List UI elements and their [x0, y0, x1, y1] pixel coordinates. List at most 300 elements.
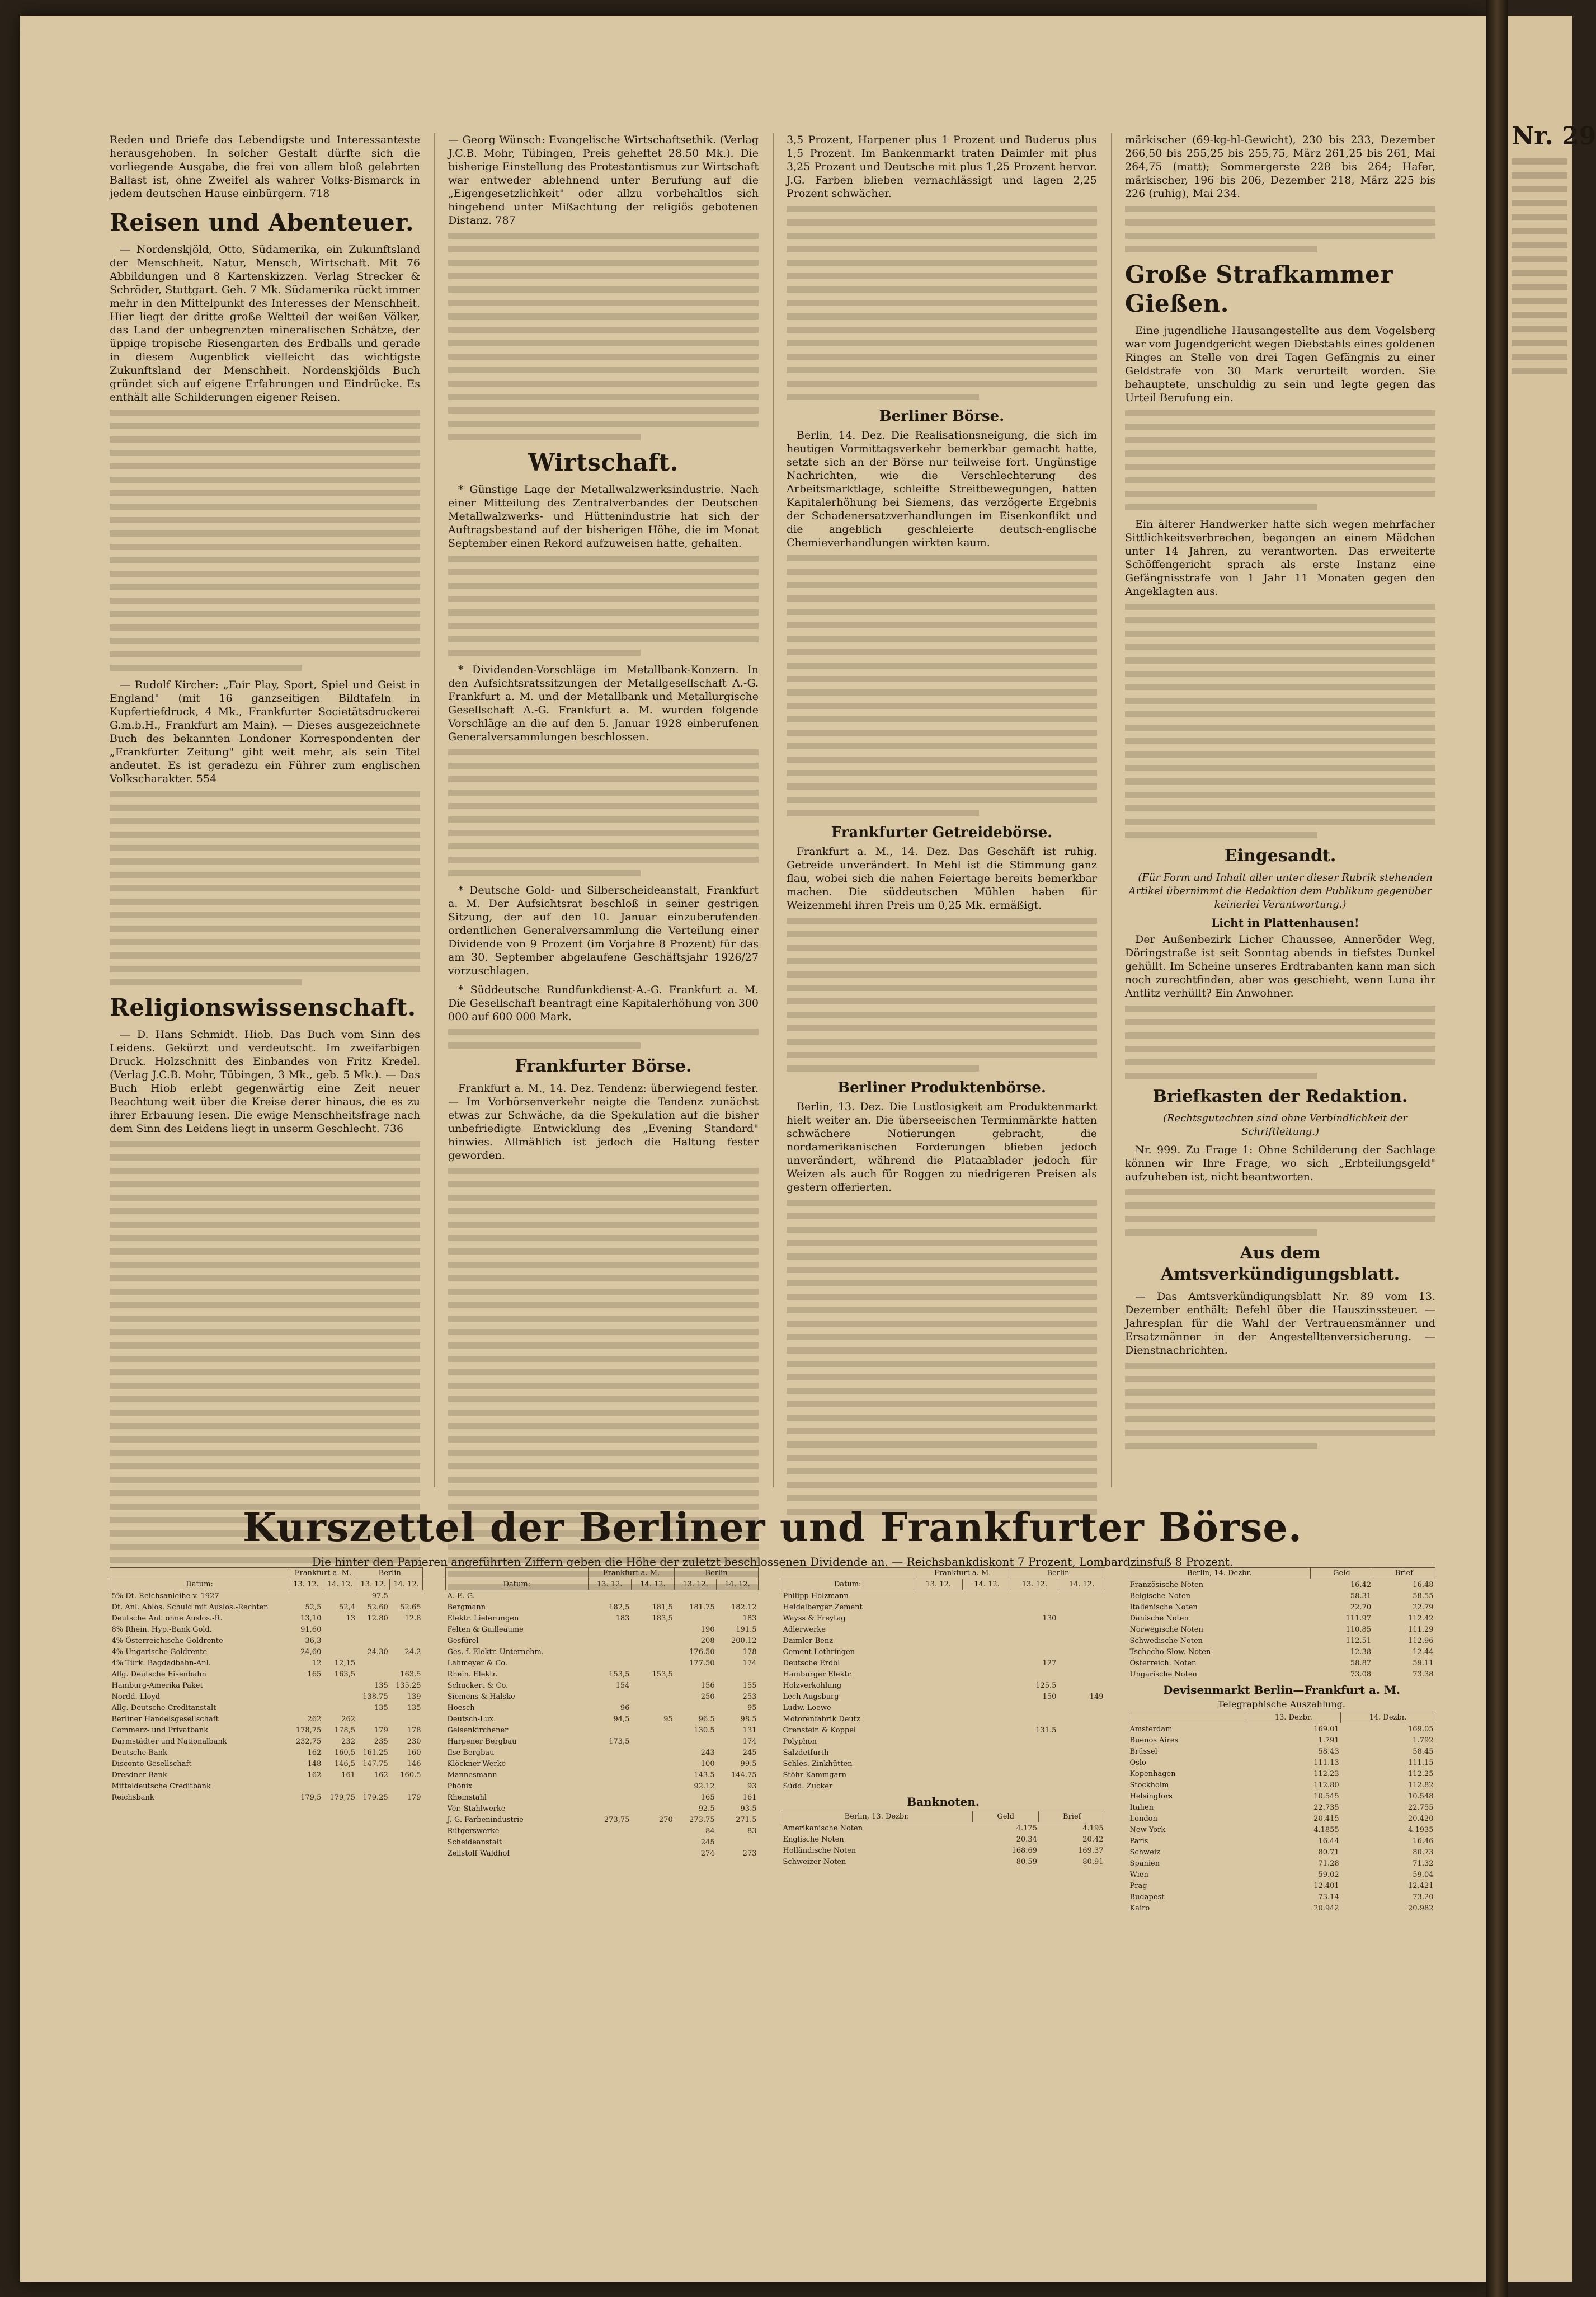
- quote-value: [390, 1635, 423, 1646]
- quote-value: [1058, 1613, 1105, 1624]
- table-row: [1128, 1779, 1435, 1791]
- quote-value: 12: [312, 1659, 322, 1667]
- table-row: [110, 1758, 423, 1769]
- quote-value: 73.14: [1318, 1892, 1339, 1901]
- security-name: Lech Augsburg: [783, 1692, 839, 1701]
- quote-value: 178: [742, 1647, 757, 1656]
- quote-value: [1011, 1702, 1058, 1713]
- quote-value: 160,5: [334, 1748, 356, 1757]
- table-row: [446, 1781, 759, 1792]
- quote-value: 12.38: [1350, 1647, 1372, 1656]
- security-name: Hamburg-Amerika Paket: [111, 1681, 203, 1690]
- security-name: Deutsch-Lux.: [447, 1714, 496, 1723]
- quote-value: 173,5: [609, 1737, 630, 1746]
- table-row: [110, 1725, 423, 1736]
- quote-value: [963, 1613, 1011, 1624]
- quote-value: [1058, 1669, 1105, 1680]
- date-header: 13. 12.: [1011, 1579, 1058, 1590]
- quote-value: [914, 1781, 963, 1792]
- section-heading: Eingesandt.: [1224, 846, 1336, 866]
- quote-value: 52.60: [367, 1603, 388, 1612]
- quote-value: 174: [742, 1737, 757, 1746]
- quote-value: 165: [700, 1793, 715, 1802]
- security-name: Polyphon: [783, 1737, 817, 1746]
- security-name: Ludw. Loewe: [783, 1703, 831, 1712]
- quote-value: [631, 1848, 674, 1859]
- quote-value: 270: [658, 1815, 673, 1824]
- quote-value: 147.75: [362, 1759, 388, 1768]
- quote-value: 98.5: [740, 1714, 757, 1723]
- quote-value: [588, 1725, 631, 1736]
- quote-value: 91,60: [300, 1625, 322, 1634]
- quote-value: [631, 1702, 674, 1713]
- quote-value: 178: [407, 1726, 421, 1735]
- quote-value: [588, 1691, 631, 1702]
- column-header: Berlin: [1011, 1568, 1105, 1579]
- quote-value: [631, 1825, 674, 1836]
- quote-value: 183,5: [652, 1614, 673, 1623]
- article-text: Frankfurt a. M., 14. Dez. Tendenz: überwiegend fester. — Im Vorbörsenverkehr neigte die Tendenz zunächst etwas zur Schwäche, da die Spekulation auf die bisher unbefriedigte Entwicklung des „Evening Standard" hinwies. Allmählich ist jedoch die Haltung fester geworden.: [448, 1082, 759, 1162]
- date-header: 13. 12.: [675, 1579, 717, 1590]
- quote-value: [323, 1635, 357, 1646]
- quote-value: 4.175: [1016, 1824, 1037, 1833]
- security-name: Belgische Noten: [1129, 1591, 1191, 1600]
- section-heading: Religionswissenschaft.: [110, 994, 416, 1021]
- security-name: Englische Noten: [783, 1835, 844, 1844]
- quote-value: [588, 1624, 631, 1635]
- table-row: [110, 1646, 423, 1657]
- quote-value: 71.28: [1318, 1859, 1339, 1868]
- quote-value: [588, 1803, 631, 1814]
- article-text: Ein älterer Handwerker hatte sich wegen mehrfacher Sittlichkeitsverbrechen, begangen an einem Mädchen unter 14 Jahren, zu verantworten. Das erweiterte Schöffengericht sprach als erste Instanz eine Gefängnisstrafe von 1 Jahr 11 Monaten gegen den Angeklagten aus.: [1125, 518, 1435, 598]
- date-header: 13. 12.: [289, 1579, 323, 1590]
- article-text: Berlin, 14. Dez. Die Realisationsneigung, die sich im heutigen Vormittagsverkehr bemerkbar gemacht hatte, setzte sich an der Börse nur teilweise fort. Ungünstige Nachrichten, wie die Verschlechterung des Arbeitsmarktlage, schleifte Streitbewegungen, hatten Kapitalerhöhung bei Siemens, das verzögerte Ergebnis der Schadenersatzverhandlungen im Eisenkonflikt und die angeblich geschleierte deutsch-englische Chemieverhandlungen wirkten kaum.: [787, 429, 1097, 549]
- table-row: [446, 1769, 759, 1781]
- quote-value: 111.15: [1408, 1758, 1434, 1767]
- quote-value: [631, 1725, 674, 1736]
- quote-value: [914, 1725, 963, 1736]
- table-row: [1128, 1847, 1435, 1858]
- quote-value: 111.13: [1313, 1758, 1339, 1767]
- table-row: [781, 1736, 1105, 1747]
- quote-value: [390, 1590, 423, 1602]
- quote-value: 58.43: [1318, 1747, 1339, 1756]
- quote-value: [1058, 1635, 1105, 1646]
- quote-value: [323, 1691, 357, 1702]
- quote-value: [1011, 1781, 1058, 1792]
- security-name: 8% Rhein. Hyp.-Bank Gold.: [111, 1625, 212, 1634]
- quote-value: [963, 1781, 1011, 1792]
- table-row: [110, 1702, 423, 1713]
- quote-value: 112.25: [1408, 1769, 1434, 1778]
- quote-value: 12.80: [367, 1614, 388, 1623]
- quote-value: 177.50: [689, 1659, 715, 1667]
- article-text: * Deutsche Gold- und Silberscheideanstalt, Frankfurt a. M. Der Aufsichtsrat beschloß in seiner gestrigen Sitzung, der auf den 10. Januar einzuberufenden ordentlichen Generalversammlung die Verteilung einer Dividende von 9 Prozent (im Vorjahre 8 Prozent) für das am 30. September abgelaufene Geschäftsjahr 1926/27 vorzuschlagen.: [448, 884, 759, 977]
- security-name: Rheinstahl: [447, 1793, 487, 1802]
- quote-value: 12.401: [1313, 1881, 1339, 1890]
- security-name: Daimler-Benz: [783, 1636, 834, 1645]
- quote-value: 191.5: [736, 1625, 757, 1634]
- quote-value: [914, 1747, 963, 1758]
- quote-value: 73.08: [1350, 1670, 1372, 1679]
- quote-value: 97.5: [371, 1591, 388, 1600]
- quote-value: 12,15: [334, 1659, 356, 1667]
- date-header: 13. 12.: [914, 1579, 963, 1590]
- quote-value: [1011, 1590, 1058, 1602]
- quote-value: [963, 1680, 1011, 1691]
- column-header: Geld: [1311, 1568, 1373, 1579]
- table-row: [446, 1680, 759, 1691]
- security-name: Motorenfabrik Deutz: [783, 1714, 860, 1723]
- quote-value: 94,5: [613, 1714, 630, 1723]
- article-text: märkischer (69-kg-hl-Gewicht), 230 bis 233, Dezember 266,50 bis 255,25 bis 255,75, März 261,25 bis 261, Mai 264,75 (matt); Sommergerste 228 bis 264; Hafer, märkischer, 196 bis 206, Dezember 218, März 225 bis 226 (ruhig), Mai 234.: [1125, 134, 1435, 200]
- security-name: Disconto-Gesellschaft: [111, 1759, 192, 1768]
- quote-value: 131: [742, 1726, 757, 1735]
- security-name: Deutsche Bank: [111, 1748, 167, 1757]
- security-name: Holländische Noten: [783, 1846, 856, 1855]
- quote-value: [357, 1669, 390, 1680]
- quote-value: 112.42: [1408, 1614, 1434, 1623]
- security-name: 5% Dt. Reichsanleihe v. 1927: [111, 1591, 219, 1600]
- quote-value: [1011, 1635, 1058, 1646]
- article-columns: [110, 133, 1435, 1487]
- security-name: Ges. f. Elektr. Unternehm.: [447, 1647, 544, 1656]
- quote-value: 16.42: [1350, 1580, 1372, 1589]
- quote-value: [588, 1590, 631, 1602]
- quote-value: [390, 1781, 423, 1792]
- quote-value: 112.82: [1408, 1781, 1434, 1789]
- quote-value: [1058, 1781, 1105, 1792]
- quote-value: 92.12: [694, 1782, 715, 1791]
- column-header: Berlin: [675, 1568, 759, 1579]
- table-row: [1128, 1613, 1435, 1624]
- quote-value: 71.32: [1413, 1859, 1434, 1868]
- column-header: Berlin, 13. Dezbr.: [781, 1811, 973, 1822]
- quote-value: 262: [341, 1714, 356, 1723]
- column-header: Berlin, 14. Dezbr.: [1128, 1568, 1311, 1579]
- quote-value: [323, 1646, 357, 1657]
- quote-value: 73.20: [1413, 1892, 1434, 1901]
- security-name: Norwegische Noten: [1129, 1625, 1203, 1634]
- quote-value: 10.548: [1408, 1792, 1434, 1801]
- security-name: Mannesmann: [447, 1770, 497, 1779]
- table-row: [446, 1646, 759, 1657]
- column-header: 14. Dezbr.: [1341, 1712, 1435, 1723]
- quote-value: [1058, 1725, 1105, 1736]
- security-name: Tschecho-Slow. Noten: [1129, 1647, 1211, 1656]
- security-name: Bergmann: [447, 1603, 486, 1612]
- devisen-title: Devisenmarkt Berlin—Frankfurt a. M.: [1162, 1683, 1401, 1697]
- newspaper-page: [20, 16, 1486, 2282]
- date-header: 13. 12.: [357, 1579, 390, 1590]
- table-row: [446, 1848, 759, 1859]
- quote-value: [588, 1769, 631, 1781]
- quote-value: 135: [407, 1703, 421, 1712]
- quote-value: [914, 1601, 963, 1613]
- security-name: Österreich. Noten: [1129, 1659, 1197, 1667]
- quote-value: [1011, 1624, 1058, 1635]
- section-heading: Briefkasten der Redaktion.: [1152, 1087, 1408, 1106]
- table-row: [781, 1702, 1105, 1713]
- quote-value: [717, 1669, 759, 1680]
- quote-value: [914, 1669, 963, 1680]
- table-row: [110, 1781, 423, 1792]
- table-row: [781, 1635, 1105, 1646]
- quote-value: [914, 1736, 963, 1747]
- quote-value: 22.79: [1413, 1603, 1434, 1612]
- quote-value: [914, 1680, 963, 1691]
- table-row: [446, 1669, 759, 1680]
- quote-value: 80.73: [1413, 1848, 1434, 1857]
- quote-value: 183: [742, 1614, 757, 1623]
- security-name: Klöckner-Werke: [447, 1759, 506, 1768]
- quotes-table-4: [1128, 1566, 1435, 2267]
- security-name: Ilse Bergbau: [447, 1748, 495, 1757]
- section-heading: Aus dem Amtsverkündigungsblatt.: [1160, 1243, 1400, 1284]
- quote-value: [1058, 1590, 1105, 1602]
- security-name: Wayss & Freytag: [783, 1614, 846, 1623]
- table-row: [110, 1657, 423, 1669]
- quote-value: [963, 1657, 1011, 1669]
- quote-value: [588, 1825, 631, 1836]
- quote-value: [675, 1669, 717, 1680]
- quote-value: [631, 1646, 674, 1657]
- table-row: [781, 1845, 1105, 1856]
- table-row: [110, 1713, 423, 1725]
- quote-value: [1011, 1646, 1058, 1657]
- quote-value: 179,5: [300, 1793, 322, 1802]
- column-1: [110, 133, 420, 1487]
- quote-value: [1011, 1758, 1058, 1769]
- table-row: [1128, 1869, 1435, 1880]
- quote-value: [289, 1590, 323, 1602]
- quotes-table-1: [110, 1566, 423, 2267]
- security-name: Phönix: [447, 1782, 473, 1791]
- quote-value: [963, 1747, 1011, 1758]
- quote-value: 16.48: [1413, 1580, 1434, 1589]
- column-header: [110, 1568, 289, 1579]
- quote-value: [631, 1747, 674, 1758]
- security-name: Schweizer Noten: [783, 1857, 846, 1866]
- article-text: * Dividenden-Vorschläge im Metallbank-Konzern. In den Aufsichtsratssitzungen der Metallgesellschaft A.-G. Frankfurt a. M. und der Metallbank und Metallurgische Gesellschaft A.-G. Frankfurt a. M. wurden folgende Vorschläge an die auf den 5. Januar 1928 einberufenen Generalversammlungen beschlossen.: [448, 664, 759, 743]
- section-heading: Große Strafkammer Gießen.: [1125, 261, 1393, 317]
- quote-value: 183: [615, 1614, 630, 1623]
- table-row: [781, 1769, 1105, 1781]
- quote-value: 135: [374, 1681, 388, 1690]
- quote-value: [1058, 1747, 1105, 1758]
- quote-value: [1011, 1747, 1058, 1758]
- quote-value: 232,75: [295, 1737, 322, 1746]
- security-name: Nordd. Lloyd: [111, 1692, 161, 1701]
- quote-value: 58.87: [1350, 1659, 1372, 1667]
- table-row: [446, 1601, 759, 1613]
- table-row: [110, 1624, 423, 1635]
- quote-value: [1011, 1769, 1058, 1781]
- quote-value: [963, 1590, 1011, 1602]
- security-name: Wien: [1129, 1870, 1148, 1879]
- table-row: [446, 1624, 759, 1635]
- quote-value: 10.545: [1313, 1792, 1339, 1801]
- quote-value: 73.38: [1413, 1670, 1434, 1679]
- quote-value: [390, 1713, 423, 1725]
- quote-value: 111.29: [1408, 1625, 1434, 1634]
- quote-value: [588, 1781, 631, 1792]
- security-name: Heidelberger Zement: [783, 1603, 863, 1612]
- quote-value: 179: [374, 1726, 388, 1735]
- security-name: New York: [1129, 1825, 1166, 1834]
- date-header: Datum:: [110, 1579, 289, 1590]
- quote-value: 92.5: [698, 1804, 715, 1813]
- table-row: [446, 1792, 759, 1803]
- quote-value: [323, 1590, 357, 1602]
- table-row: [781, 1725, 1105, 1736]
- table-row: [110, 1691, 423, 1702]
- table-row: [781, 1747, 1105, 1758]
- quote-value: 179,75: [329, 1793, 356, 1802]
- article-text: — Das Amtsverkündigungsblatt Nr. 89 vom 13. Dezember enthält: Befehl über die Hauszinssteuer. — Jahresplan für die Wahl der Vertrauensmänner und Ersatzmänner in der Angestelltenversicherung. — Dienstnachrichten.: [1125, 1290, 1435, 1356]
- table-row: [781, 1713, 1105, 1725]
- quote-value: 52,4: [339, 1603, 356, 1612]
- quotes-table: [110, 1567, 423, 1803]
- quote-value: 163,5: [334, 1670, 356, 1679]
- quote-value: [1058, 1657, 1105, 1669]
- stock-quotes-section: [110, 1504, 1435, 1913]
- security-name: Französische Noten: [1129, 1580, 1204, 1589]
- quote-value: 111.97: [1345, 1614, 1372, 1623]
- section-note: (Rechtsgutachten sind ohne Verbindlichkeit der Schriftleitung.): [1163, 1112, 1407, 1138]
- security-name: Kopenhagen: [1129, 1769, 1176, 1778]
- quote-value: [588, 1747, 631, 1758]
- quote-value: [357, 1781, 390, 1792]
- security-name: Zellstoff Waldhof: [447, 1849, 510, 1858]
- quote-value: 84: [705, 1826, 715, 1835]
- column-header: Brief: [1373, 1568, 1435, 1579]
- section-heading: Frankfurter Börse.: [515, 1056, 692, 1076]
- quote-value: 271.5: [736, 1815, 757, 1824]
- quote-value: 22.755: [1408, 1803, 1434, 1812]
- security-name: Mitteldeutsche Creditbank: [111, 1782, 211, 1791]
- table-row: [781, 1758, 1105, 1769]
- quote-value: [1058, 1769, 1105, 1781]
- table-row: [446, 1814, 759, 1825]
- security-name: Buenos Aires: [1129, 1736, 1179, 1745]
- date-header: 14. 12.: [323, 1579, 357, 1590]
- quote-value: [963, 1691, 1011, 1702]
- column-header: Brief: [1039, 1811, 1105, 1822]
- quote-value: [631, 1769, 674, 1781]
- quote-value: 12.8: [404, 1614, 421, 1623]
- quote-value: [631, 1781, 674, 1792]
- quote-value: 59.11: [1413, 1659, 1434, 1667]
- quote-value: [914, 1590, 963, 1602]
- quote-value: [914, 1624, 963, 1635]
- table-row: [1128, 1746, 1435, 1757]
- quote-value: [323, 1680, 357, 1691]
- column-2: [448, 133, 759, 1487]
- quote-value: 99.5: [740, 1759, 757, 1768]
- book-gutter: [1486, 0, 1508, 2297]
- article-text: * Süddeutsche Rundfunkdienst-A.-G. Frankfurt a. M. Die Gesellschaft beantragt eine Kapitalerhöhung von 300 000 auf 600 000 Mark.: [448, 984, 759, 1023]
- quote-value: 58.31: [1350, 1591, 1372, 1600]
- quote-value: 174: [742, 1659, 757, 1667]
- security-name: Scheideanstalt: [447, 1838, 502, 1847]
- table-row: [110, 1635, 423, 1646]
- quote-value: 156: [700, 1681, 715, 1690]
- security-name: Schuckert & Co.: [447, 1681, 509, 1690]
- quote-value: 96.5: [698, 1714, 715, 1723]
- quote-value: [1011, 1736, 1058, 1747]
- quote-value: [631, 1680, 674, 1691]
- column-rule: [434, 133, 435, 1487]
- quote-value: 150: [1042, 1692, 1057, 1701]
- table-row: [110, 1669, 423, 1680]
- notes-table: [1128, 1567, 1435, 1680]
- quote-value: 22.70: [1350, 1603, 1372, 1612]
- letter-title: Licht in Plattenhausen!: [1211, 916, 1359, 929]
- quote-value: [1058, 1646, 1105, 1657]
- quote-value: 80.59: [1016, 1857, 1037, 1866]
- quote-value: 178,75: [295, 1726, 322, 1735]
- table-row: [781, 1624, 1105, 1635]
- security-name: Elektr. Lieferungen: [447, 1614, 519, 1623]
- quote-value: 162: [307, 1770, 322, 1779]
- security-name: Deutsche Erdöl: [783, 1659, 840, 1667]
- column-header: Frankfurt a. M.: [588, 1568, 675, 1579]
- quote-value: 130: [1042, 1614, 1057, 1623]
- quote-value: 250: [700, 1692, 715, 1701]
- quote-value: 262: [307, 1714, 322, 1723]
- table-row: [781, 1822, 1105, 1834]
- quote-value: [1058, 1758, 1105, 1769]
- devisen-table: [1128, 1712, 1435, 1914]
- quote-value: [357, 1713, 390, 1725]
- quote-value: 208: [700, 1636, 715, 1645]
- article-text: Berlin, 13. Dez. Die Lustlosigkeit am Produktenmarkt hielt weiter an. Die überseeischen Terminmärkte hatten schwächere Notierungen gebracht, die nordamerikanischen Forderungen blieben jedoch unverändert, während die Plataablader jedoch für Weizen als auch für Roggen zu niedrigeren Preisen als gestern offerierten.: [787, 1101, 1097, 1194]
- quote-value: 127: [1042, 1659, 1057, 1667]
- table-row: [110, 1601, 423, 1613]
- table-row: [1128, 1735, 1435, 1746]
- article-text: — Rudolf Kircher: „Fair Play, Sport, Spiel und Geist in England" (mit 16 ganzseitigen Bildtafeln in Kupfertiefdruck, 4 Mk., Frankfurter Societätsdruckerei G.m.b.H., Frankfurt am Main). — Dieses ausgezeichnete Buch des bekannten Londoner Korrespondenten der „Frankfurter Zeitung" gibt weit mehr, als sein Titel andeutet. Es ist geradezu ein Führer zum englischen Volkscharakter. 554: [110, 679, 420, 785]
- quote-value: [357, 1635, 390, 1646]
- quote-value: [588, 1758, 631, 1769]
- quote-value: [963, 1725, 1011, 1736]
- quote-value: 181.75: [689, 1603, 715, 1612]
- quote-value: 80.71: [1318, 1848, 1339, 1857]
- quote-value: [631, 1657, 674, 1669]
- quote-value: [357, 1657, 390, 1669]
- security-name: Dt. Anl. Ablös. Schuld mit Auslos.-Rechten: [111, 1603, 269, 1612]
- quote-value: [914, 1713, 963, 1725]
- date-header: 14. 12.: [1058, 1579, 1105, 1590]
- quote-value: 163.5: [400, 1670, 421, 1679]
- quote-value: 112.23: [1313, 1769, 1339, 1778]
- quote-value: 169.01: [1313, 1725, 1339, 1734]
- table-row: [781, 1856, 1105, 1867]
- quote-value: 52.65: [400, 1603, 421, 1612]
- quote-value: 143.5: [694, 1770, 715, 1779]
- table-row: [446, 1691, 759, 1702]
- quote-value: 243: [700, 1748, 715, 1757]
- quote-value: [963, 1601, 1011, 1613]
- security-name: Felten & Guilleaume: [447, 1625, 524, 1634]
- security-name: Italien: [1129, 1803, 1154, 1812]
- table-row: [446, 1613, 759, 1624]
- quote-value: 138.75: [362, 1692, 388, 1701]
- quote-value: [631, 1792, 674, 1803]
- table-row: [781, 1613, 1105, 1624]
- quote-value: [914, 1657, 963, 1669]
- table-row: [1128, 1903, 1435, 1914]
